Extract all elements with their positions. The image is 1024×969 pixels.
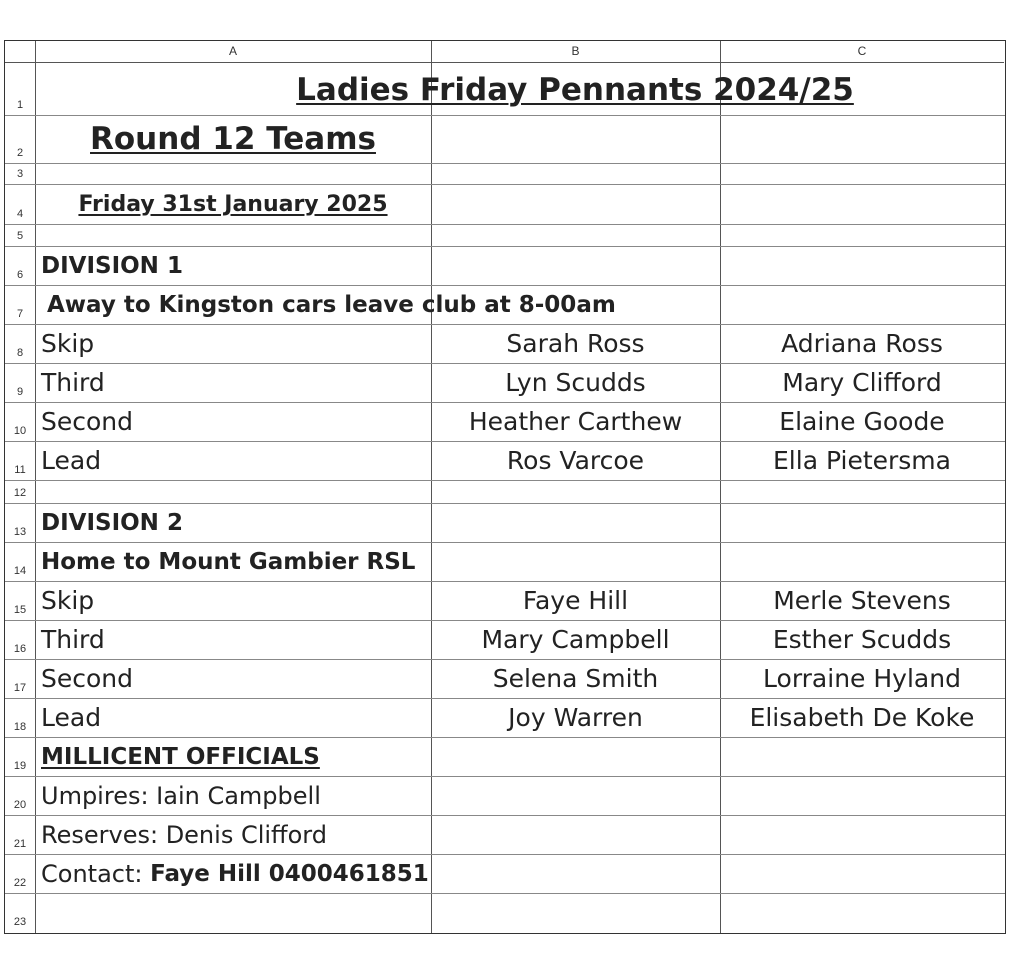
column-header-b[interactable]: B <box>431 41 720 63</box>
div1-team-b-third[interactable]: Lyn Scudds <box>505 368 646 397</box>
row-header[interactable]: 14 <box>13 565 27 577</box>
division1-venue: Away to Kingston cars leave club at 8-00am <box>47 291 616 318</box>
div1-second-label[interactable]: Second <box>41 407 134 436</box>
officials-heading: MILLICENT OFFICIALS <box>41 743 320 770</box>
column-header-c[interactable]: C <box>720 41 1004 63</box>
division1-heading-cell[interactable] <box>41 246 183 285</box>
div2-third-label[interactable]: Third <box>41 625 105 654</box>
reserves-text: Reserves: Denis Clifford <box>41 820 327 849</box>
row-header[interactable]: 13 <box>13 526 27 538</box>
reserves-cell[interactable] <box>41 815 327 854</box>
row-header[interactable]: 15 <box>13 604 27 616</box>
div2-team-c-lead[interactable]: Elisabeth De Koke <box>749 703 975 732</box>
div1-team-b-second[interactable]: Heather Carthew <box>468 407 683 436</box>
grid-line <box>35 41 36 933</box>
division1-venue-cell[interactable] <box>47 285 616 324</box>
div1-lead-label[interactable]: Lead <box>41 446 102 475</box>
row-header[interactable]: 8 <box>16 347 24 359</box>
grid-line <box>720 41 721 933</box>
row-header[interactable]: 20 <box>13 799 27 811</box>
division2-heading: DIVISION 2 <box>41 509 183 536</box>
date-cell[interactable] <box>35 184 431 224</box>
corner-cell <box>5 41 35 63</box>
row-header[interactable]: 5 <box>16 230 24 242</box>
div1-team-b-skip[interactable]: Sarah Ross <box>506 329 645 358</box>
div2-team-b-lead[interactable]: Joy Warren <box>508 703 643 732</box>
grid-line <box>431 41 432 933</box>
div2-team-b-third[interactable]: Mary Campbell <box>481 625 670 654</box>
division1-heading: DIVISION 1 <box>41 252 183 279</box>
div1-team-b-lead[interactable]: Ros Varcoe <box>506 446 645 475</box>
div2-team-b-second[interactable]: Selena Smith <box>492 664 659 693</box>
contact-label: Contact: <box>41 859 151 888</box>
round-cell[interactable] <box>35 115 431 163</box>
spreadsheet <box>4 40 1006 934</box>
row-header[interactable]: 12 <box>13 487 27 499</box>
contact-cell[interactable] <box>41 854 429 893</box>
div2-skip-label[interactable]: Skip <box>41 586 95 615</box>
grid-line <box>5 163 1005 164</box>
div1-team-c-second[interactable]: Elaine Goode <box>779 407 945 436</box>
row-header[interactable]: 19 <box>13 760 27 772</box>
div2-team-b-skip[interactable]: Faye Hill <box>522 586 629 615</box>
division2-venue-cell[interactable] <box>41 542 415 581</box>
round-heading: Round 12 Teams <box>90 121 376 157</box>
page-title: Ladies Friday Pennants 2024/25 <box>296 72 854 108</box>
column-header-a[interactable]: A <box>35 41 431 63</box>
div1-team-c-lead[interactable]: Ella Pietersma <box>773 446 951 475</box>
div2-team-c-second[interactable]: Lorraine Hyland <box>763 664 961 693</box>
row-header[interactable]: 9 <box>16 386 24 398</box>
row-header[interactable]: 10 <box>13 425 27 437</box>
div1-team-c-skip[interactable]: Adriana Ross <box>781 329 943 358</box>
officials-heading-cell[interactable] <box>41 737 320 776</box>
row-header[interactable]: 1 <box>16 99 24 111</box>
div1-skip-label[interactable]: Skip <box>41 329 95 358</box>
grid-line <box>5 893 1005 894</box>
grid-line <box>5 480 1005 481</box>
div2-second-label[interactable]: Second <box>41 664 134 693</box>
row-header[interactable]: 4 <box>16 208 24 220</box>
div2-lead-label[interactable]: Lead <box>41 703 102 732</box>
row-header[interactable]: 22 <box>13 877 27 889</box>
row-header[interactable]: 11 <box>14 464 26 476</box>
div2-team-c-skip[interactable]: Merle Stevens <box>773 586 951 615</box>
umpires-cell[interactable] <box>41 776 321 815</box>
row-header[interactable]: 23 <box>13 916 27 928</box>
title-cell[interactable] <box>235 65 915 115</box>
div2-team-c-third[interactable]: Esther Scudds <box>772 625 952 654</box>
div1-team-c-third[interactable]: Mary Clifford <box>782 368 942 397</box>
division2-heading-cell[interactable] <box>41 503 183 542</box>
match-date: Friday 31st January 2025 <box>78 191 388 217</box>
row-header[interactable]: 21 <box>13 838 27 850</box>
row-header[interactable]: 3 <box>16 168 24 180</box>
contact-value: Faye Hill 0400461851 <box>150 860 429 887</box>
row-header[interactable]: 6 <box>16 269 24 281</box>
row-header[interactable]: 17 <box>13 682 27 694</box>
row-header[interactable]: 18 <box>13 721 27 733</box>
grid-line <box>5 224 1005 225</box>
div1-third-label[interactable]: Third <box>41 368 105 397</box>
row-header[interactable]: 16 <box>13 643 27 655</box>
row-header[interactable]: 2 <box>16 147 24 159</box>
division2-venue: Home to Mount Gambier RSL <box>41 548 416 575</box>
umpires-text: Umpires: Iain Campbell <box>41 781 321 810</box>
row-header[interactable]: 7 <box>16 308 24 320</box>
